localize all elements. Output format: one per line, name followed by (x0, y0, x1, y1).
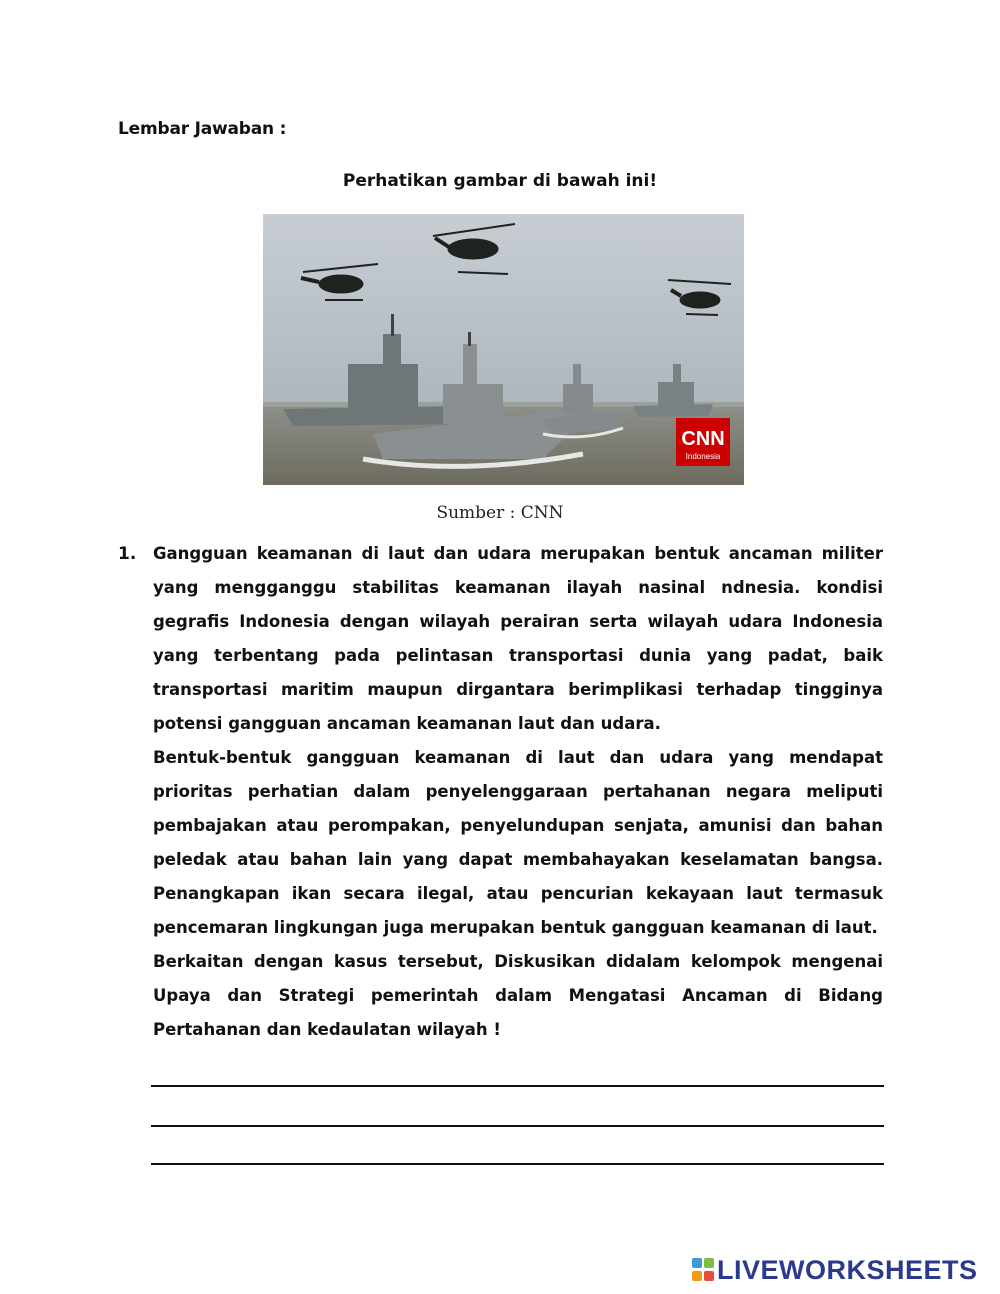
svg-text:Indonesia: Indonesia (685, 452, 721, 461)
page-title: Lembar Jawaban : (118, 119, 287, 139)
question-paragraph: Berkaitan dengan kasus tersebut, Diskusikan didalam kelompok mengenai Upaya dan Strategi pemerintah dalam Mengatasi Ancaman di Bidang Pertahanan dan kedaulatan wilayah ! (153, 952, 883, 1039)
question-body (153, 537, 883, 1047)
navy-ships-helicopters-photo (263, 214, 744, 485)
liveworksheets-logo-icon (692, 1258, 714, 1282)
instruction-text: Perhatikan gambar di bawah ini! (342, 171, 658, 191)
answer-line[interactable] (151, 1085, 884, 1087)
liveworksheets-brand (692, 1254, 978, 1286)
answer-line[interactable] (151, 1125, 884, 1127)
svg-text:CNN: CNN (681, 428, 725, 450)
question-paragraph: Bentuk-bentuk gangguan keamanan di laut dan udara yang mendapat prioritas perhatian dalam penyelenggaraan pertahanan negara meliputi pembajakan atau perompakan, penyelundupan senjata, amunisi dan bahan peledak atau bahan lain yang dapat membahayakan keselamatan bangsa. Penangkapan ikan secara ilegal, atau pencurian kekayaan laut termasuk pencemaran lingkungan juga merupakan bentuk gangguan keamanan di laut. (153, 748, 883, 937)
image-source-caption: Sumber : CNN (436, 503, 564, 523)
cnn-logo (676, 418, 730, 466)
question-number: 1. (118, 544, 137, 564)
question-paragraph: Gangguan keamanan di laut dan udara merupakan bentuk ancaman militer yang mengganggu stabilitas keamanan ilayah nasinal ndnesia. kondisi gegrafis Indonesia dengan wilayah perairan serta wilayah udara Indonesia yang terbentang pada pelintasan transportasi dunia yang padat, baik transportasi maritim maupun dirgantara berimplikasi terhadap tingginya potensi gangguan ancaman keamanan laut dan udara. (153, 544, 883, 733)
answer-line[interactable] (151, 1163, 884, 1165)
brand-name: LIVEWORKSHEETS (717, 1254, 978, 1285)
